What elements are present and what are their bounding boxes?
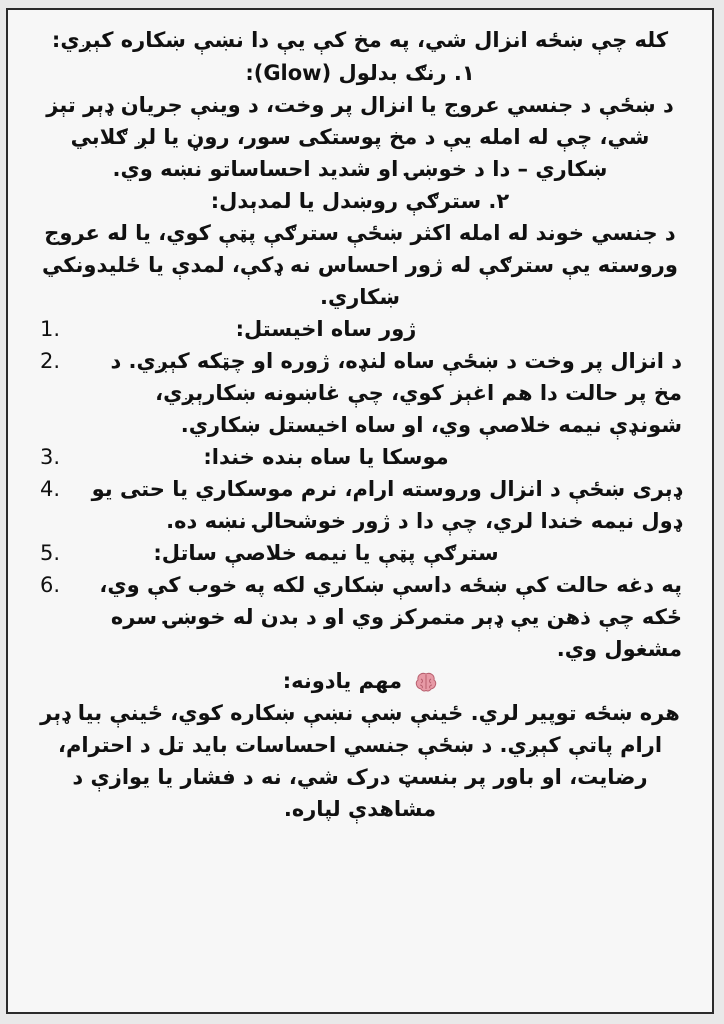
- list-item-text: سترګې پټې يا نيمه خلاصې ساتل:: [153, 541, 499, 565]
- list-item-number: 2.: [40, 349, 61, 373]
- list-item-number: 5.: [40, 541, 61, 565]
- section-2-heading: ٢. سترګې روښدل يا لمدېدل:: [210, 189, 510, 213]
- list-item: [32, 569, 688, 665]
- list-item-text: ډېری ښځې د انزال وروسته ارام، نرم موسکاري يا حتی يو ډول نيمه خندا لري، چې دا د ژور خوشحالۍ نښه ده.: [91, 477, 682, 533]
- section-1-body: د ښځې د جنسي عروج يا انزال پر وخت، د وينې جريان ډېر تېز شي، چې له امله يې د مخ پوستکی سور، روڼ يا لږ ګلابي ښکاري – دا د خوښۍ او شديد احساساتو نښه وي.: [46, 93, 674, 181]
- document-body: [32, 24, 688, 825]
- list-item-number: 3.: [40, 445, 61, 469]
- list-item: [32, 441, 688, 473]
- list-item-number: 6.: [40, 573, 61, 597]
- list-item-number: 1.: [40, 317, 61, 341]
- note-heading: [32, 665, 688, 697]
- section-1-heading: ١. رنګ بدلول (Glow):: [245, 61, 475, 85]
- list-item: [32, 473, 688, 537]
- list-item-text: موسکا يا ساه بنده خندا:: [203, 445, 449, 469]
- note-heading-text: مهم يادونه:: [282, 669, 402, 693]
- list-item-number: 4.: [40, 477, 61, 501]
- list-item: [32, 313, 688, 345]
- note-body: هره ښځه توپير لري. ځينې ښې نښې ښکاره کوي، ځينې بيا ډېر ارام پاتې کېږي. د ښځې جنسي احساسات بايد تل د احترام، رضايت، او باور پر بنسټ درک شي، نه د فشار يا يوازې د مشاهدې لپاره.: [40, 701, 680, 821]
- intro-line: کله چې ښځه انزال شي، په مخ کې يې دا نښې ښکاره کېږي:: [51, 28, 669, 52]
- section-2-body: د جنسي خوند له امله اکثر ښځې سترګې پټې کوي، يا له عروج وروسته يې سترګې له ژور احساس نه ډکې، لمدې يا ځليدونکي ښکاري.: [42, 221, 678, 309]
- list-item-text: په دغه حالت کې ښځه داسې ښکاري لکه په خوب کې وي، ځکه چې ذهن يې ډېر متمرکز وي او د بدن له خوښۍ سره مشغول وي.: [99, 573, 682, 661]
- list-item-text: د انزال پر وخت د ښځې ساه لنډه، ژوره او چټکه کېږي. د مخ پر حالت دا هم اغېز کوي، چې غاښونه ښکارېږي، شونډې نيمه خلاصې وي، او ساه اخيستل ښکاري.: [110, 349, 682, 437]
- list-item: [32, 345, 688, 441]
- list-item-text: ژور ساه اخيستل:: [235, 317, 417, 341]
- list-item: [32, 537, 688, 569]
- numbered-list: [32, 313, 688, 665]
- document-page: [6, 8, 714, 1014]
- brain-icon: [415, 672, 437, 692]
